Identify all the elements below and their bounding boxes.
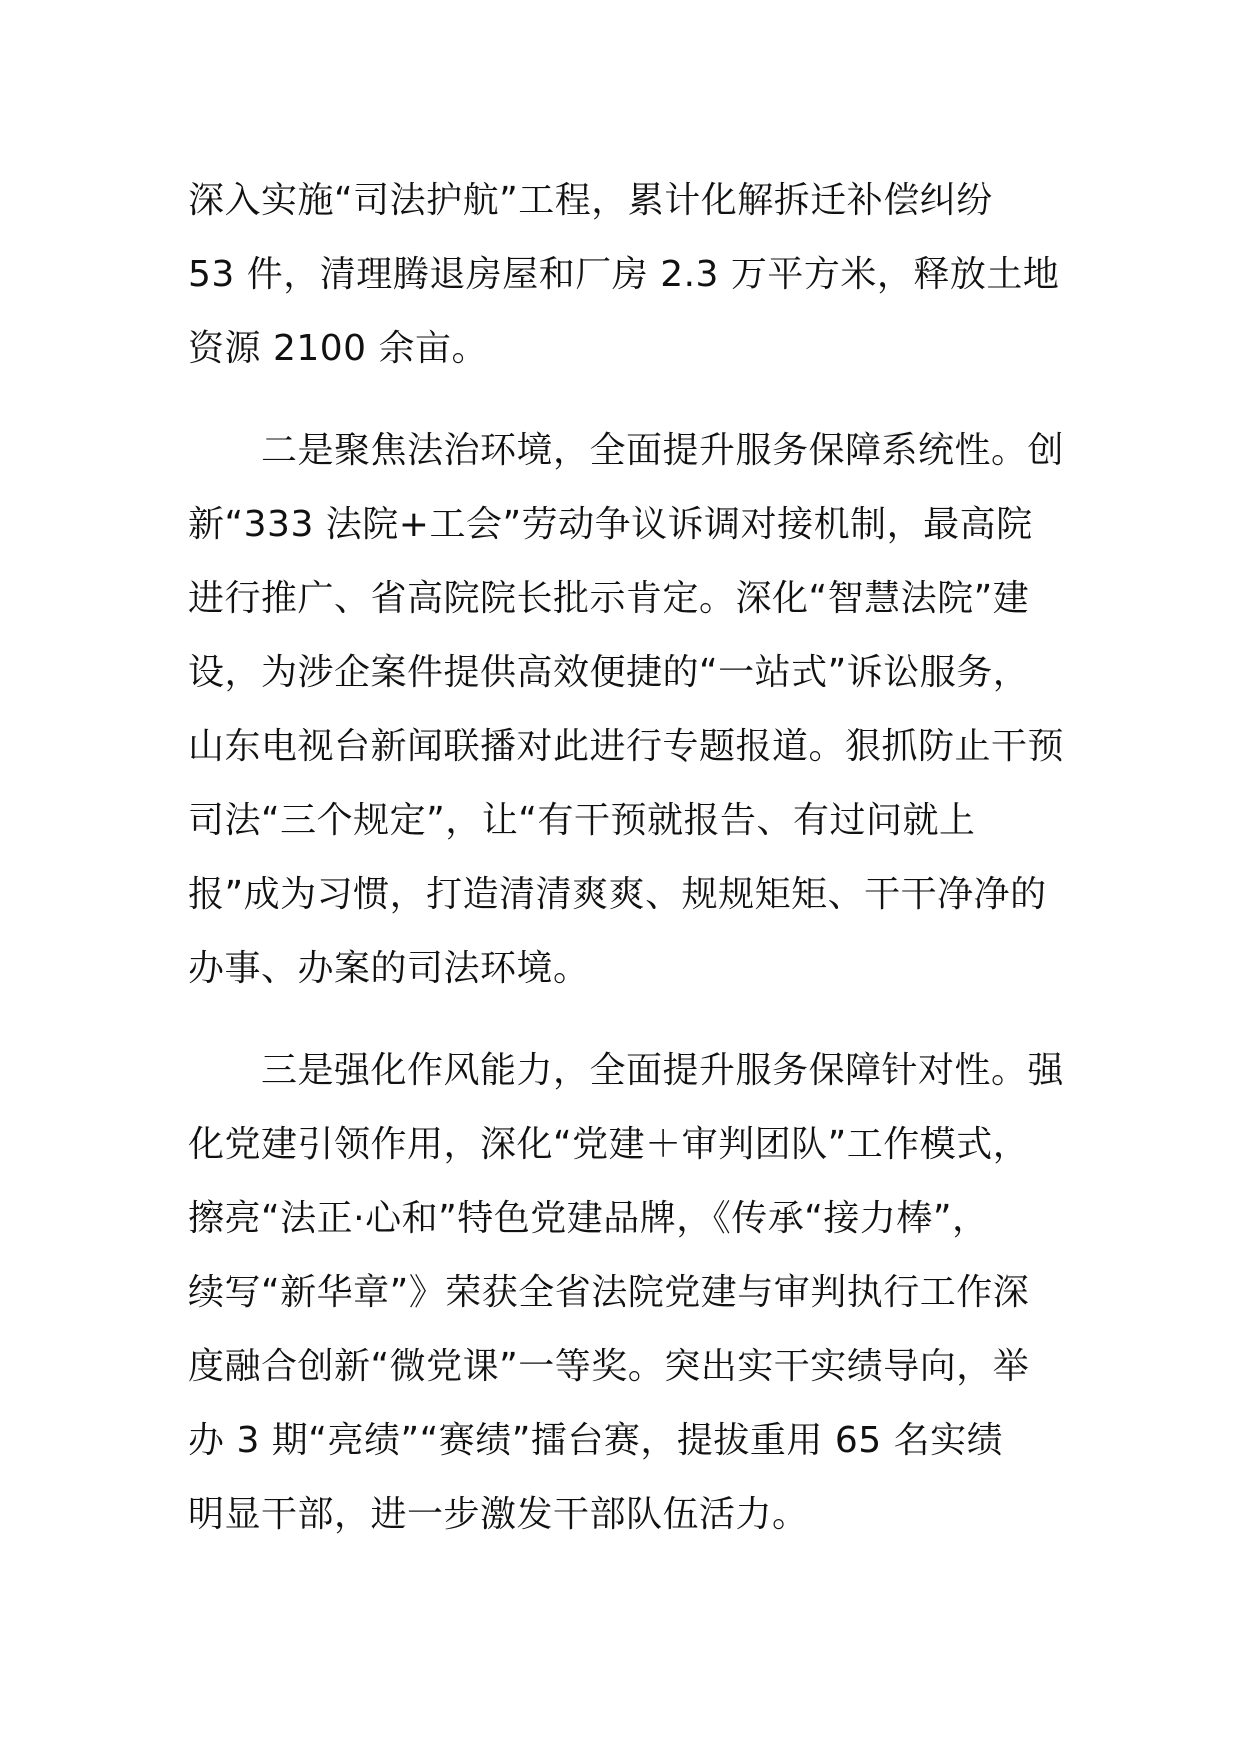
text-line: 二是聚焦法治环境，全面提升服务保障系统性。创	[188, 430, 1065, 471]
paragraph-3	[188, 1034, 1068, 1552]
text-line: 办 3 期“亮绩”“赛绩”擂台赛，提拔重用 65 名实绩	[188, 1420, 1004, 1461]
text-line: 山东电视台新闻联播对此进行专题报道。狠抓防止干预	[188, 726, 1065, 767]
text-line: 明显干部，进一步激发干部队伍活力。	[188, 1494, 809, 1535]
text-line: 新“333 法院+工会”劳动争议诉调对接机制，最高院	[188, 504, 1033, 545]
text-line: 化党建引领作用，深化“党建＋审判团队”工作模式，	[188, 1124, 1030, 1165]
text-line: 擦亮“法正·心和”特色党建品牌，《传承“接力棒”，	[188, 1198, 989, 1239]
text-line: 进行推广、省高院院长批示肯定。深化“智慧法院”建	[188, 578, 1030, 619]
document-body	[188, 164, 1068, 1552]
text-line: 度融合创新“微党课”一等奖。突出实干实绩导向，举	[188, 1346, 1030, 1387]
paragraph-2	[188, 414, 1068, 1006]
text-line: 设，为涉企案件提供高效便捷的“一站式”诉讼服务，	[188, 652, 1030, 693]
paragraph-spacer	[188, 386, 1068, 414]
text-line: 办事、办案的司法环境。	[188, 948, 590, 989]
text-line: 深入实施“司法护航”工程，累计化解拆迁补偿纠纷	[188, 180, 993, 221]
text-line: 三是强化作风能力，全面提升服务保障针对性。强	[188, 1050, 1065, 1091]
text-line: 资源 2100 余亩。	[188, 328, 489, 369]
text-line: 报”成为习惯，打造清清爽爽、规规矩矩、干干净净的	[188, 874, 1047, 915]
paragraph-1	[188, 164, 1068, 386]
text-line: 续写“新华章”》荣获全省法院党建与审判执行工作深	[188, 1272, 1030, 1313]
text-line: 53 件，清理腾退房屋和厂房 2.3 万平方米，释放土地	[188, 254, 1060, 295]
paragraph-spacer	[188, 1006, 1068, 1034]
text-line: 司法“三个规定”，让“有干预就报告、有过问就上	[188, 800, 976, 841]
